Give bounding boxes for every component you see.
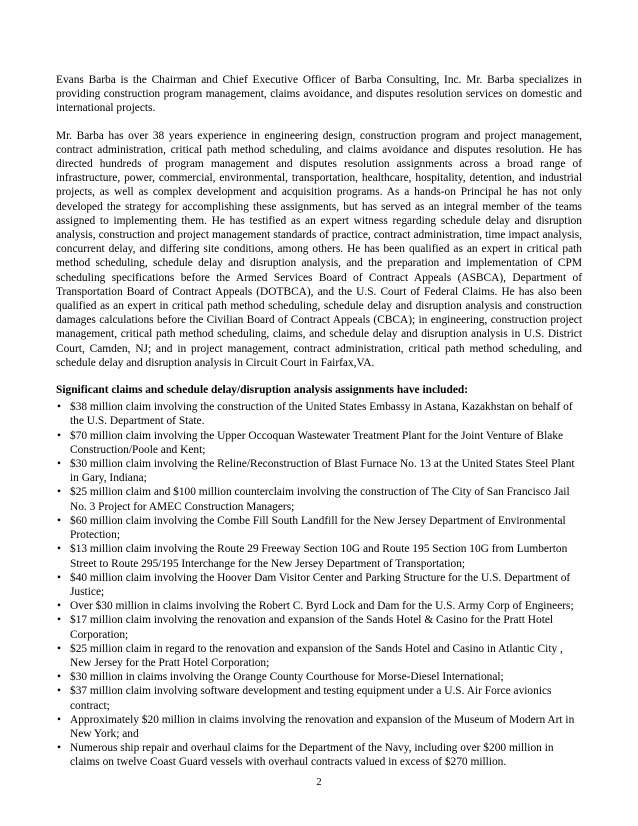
- experience-paragraph: Mr. Barba has over 38 years experience in engineering design, construction program and project management, contract administration, critical path method scheduling, and claims avoidance and disputes resolution. He has directed hundreds of program management and disputes resolution assignments across a broad range of infrastructure, power, commercial, environmental, transportation, healthcare, hospitality, detention, and industrial projects, as well as complex development and acquisition programs. As a hands-on Principal he has not only developed the strategy for accomplishing these assignments, but has served as an integral member of the teams assigned to implementing them. He has testified as an expert witness regarding schedule delay and disruption analysis, construction and project management standards of practice, contract administration, time impact analysis, concurrent delay, and differing site conditions, among others. He has been qualified as an expert in critical path method scheduling, schedule delay and disruption analysis, and the preparation and implementation of CPM scheduling specifications before the Armed Services Board of Contract Appeals (ASBCA), Department of Transportation Board of Contract Appeals (DOTBCA), and the U.S. Court of Federal Claims. He has also been qualified as an expert in critical path method scheduling, schedule delay and disruption analysis and construction damages calculations before the Civilian Board of Contract Appeals (CBCA); in engineering, construction project management, critical path method scheduling, claims, and schedule delay and disruption analysis in U.S. District Court, Camden, NJ; and in project management, contract administration, critical path method scheduling, and schedule delay and disruption analysis in Circuit Court in Fairfax,VA.: [56, 129, 582, 369]
- list-item: • $37 million claim involving software development and testing equipment under a U.S. Air Force avionics contract;: [56, 684, 582, 712]
- page-number: 2: [316, 777, 322, 788]
- list-item: • Over $30 million in claims involving the Robert C. Byrd Lock and Dam for the U.S. Army Corp of Engineers;: [56, 599, 582, 613]
- list-item: • $25 million claim in regard to the renovation and expansion of the Sands Hotel and Casino in Atlantic City , New Jersey for the Pratt Hotel Corporation;: [56, 642, 582, 670]
- assignments-heading: Significant claims and schedule delay/disruption analysis assignments have included:: [56, 384, 469, 397]
- intro-paragraph: Evans Barba is the Chairman and Chief Executive Officer of Barba Consulting, Inc. Mr. Barba specializes in providing construction program management, claims avoidance, and disputes resolution services on domestic and international projects.: [56, 74, 582, 115]
- page-content: [56, 73, 582, 770]
- list-item: • Numerous ship repair and overhaul claims for the Department of the Navy, including over $200 million in claims on twelve Coast Guard vessels with overhaul contracts valued in excess of $270 million.: [56, 741, 582, 769]
- list-item: • $30 million claim involving the Reline/Reconstruction of Blast Furnace No. 13 at the United States Steel Plant in Gary, Indiana;: [56, 457, 582, 485]
- list-item: • $17 million claim involving the renovation and expansion of the Sands Hotel & Casino for the Pratt Hotel Corporation;: [56, 613, 582, 641]
- list-item: • $70 million claim involving the Upper Occoquan Wastewater Treatment Plant for the Joint Venture of Blake Construction/Poole and Kent;: [56, 429, 582, 457]
- list-item: • $30 million in claims involving the Orange County Courthouse for Morse-Diesel International;: [56, 670, 582, 684]
- list-item: • $13 million claim involving the Route 29 Freeway Section 10G and Route 195 Section 10G from Lumberton Street to Route 295/195 Interchange for the New Jersey Department of Transportation;: [56, 542, 582, 570]
- list-item: • $40 million claim involving the Hoover Dam Visitor Center and Parking Structure for the U.S. Department of Justice;: [56, 571, 582, 599]
- list-item: • $60 million claim involving the Combe Fill South Landfill for the New Jersey Department of Environmental Protection;: [56, 514, 582, 542]
- list-item: • $25 million claim and $100 million counterclaim involving the construction of The City of San Francisco Jail No. 3 Project for AMEC Construction Managers;: [56, 485, 582, 513]
- list-item: • $38 million claim involving the construction of the United States Embassy in Astana, Kazakhstan on behalf of the U.S. Department of State.: [56, 400, 582, 428]
- list-item: • Approximately $20 million in claims involving the renovation and expansion of the Museum of Modern Art in New York; and: [56, 713, 582, 741]
- assignments-list: [56, 400, 582, 769]
